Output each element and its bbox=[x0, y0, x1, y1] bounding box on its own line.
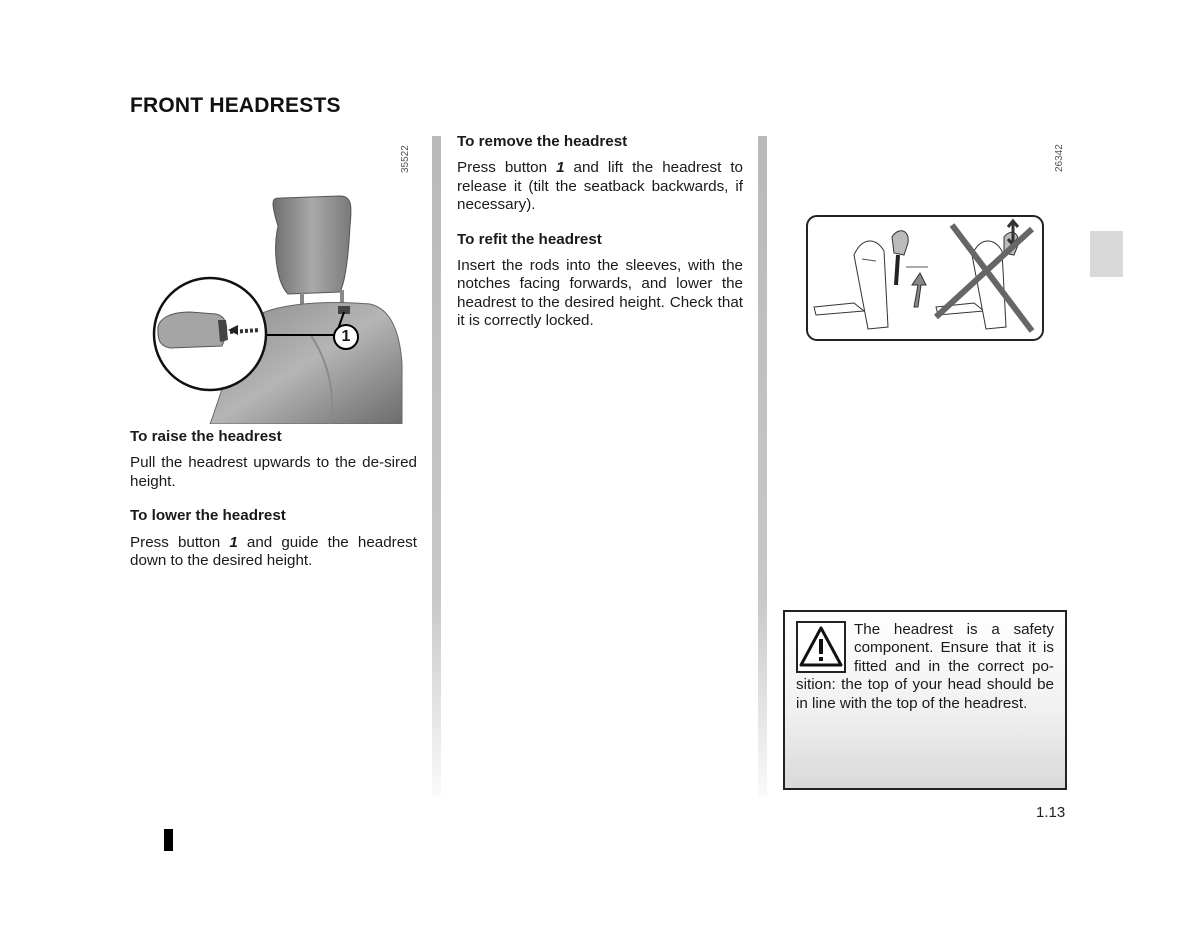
position-diagram bbox=[806, 215, 1044, 343]
headrest-seat-figure bbox=[130, 134, 430, 424]
warning-box bbox=[783, 610, 1067, 790]
raise-heading: To raise the headrest bbox=[130, 428, 282, 445]
callout-marker bbox=[333, 324, 359, 350]
page-title: FRONT HEADRESTS bbox=[130, 94, 341, 117]
lower-heading: To lower the headrest bbox=[130, 507, 286, 525]
column-divider-left bbox=[432, 136, 441, 796]
column-divider-right bbox=[758, 136, 767, 796]
remove-text: Press button 1 and lift the headrest to release it (tilt the seatback backwards, if necessary). bbox=[457, 159, 743, 214]
page-number: 1.13 bbox=[1036, 804, 1066, 821]
warning-text: The headrest is a safety component. Ensure that it is fitted and in the correct po-sition: the top of your head should be in line with the top of the headrest. bbox=[796, 621, 1054, 712]
lower-text: Press button 1 and guide the headrest down to the desired height. bbox=[130, 533, 417, 570]
button-ref: 1 bbox=[229, 533, 238, 551]
headrest-position-figure bbox=[806, 215, 1044, 343]
warning-triangle-icon bbox=[796, 621, 846, 673]
seat-illustration bbox=[130, 134, 430, 424]
callout-number: 1 bbox=[341, 328, 351, 345]
left-column bbox=[130, 428, 417, 570]
button-ref: 1 bbox=[556, 159, 565, 177]
remove-heading: To remove the headrest bbox=[457, 133, 628, 150]
right-figure-code: 26342 bbox=[1054, 144, 1065, 172]
middle-column bbox=[457, 133, 743, 331]
section-tab bbox=[1090, 231, 1123, 277]
refit-heading: To refit the headrest bbox=[457, 230, 602, 248]
refit-text: Insert the rods into the sleeves, with the notches facing forwards, and lower the headrest to the desired height. Check that it is correctly locked. bbox=[457, 257, 743, 330]
page-mark bbox=[164, 829, 173, 851]
left-figure-code: 35522 bbox=[400, 145, 411, 173]
raise-text: Pull the headrest upwards to the de-sired height. bbox=[130, 454, 417, 490]
